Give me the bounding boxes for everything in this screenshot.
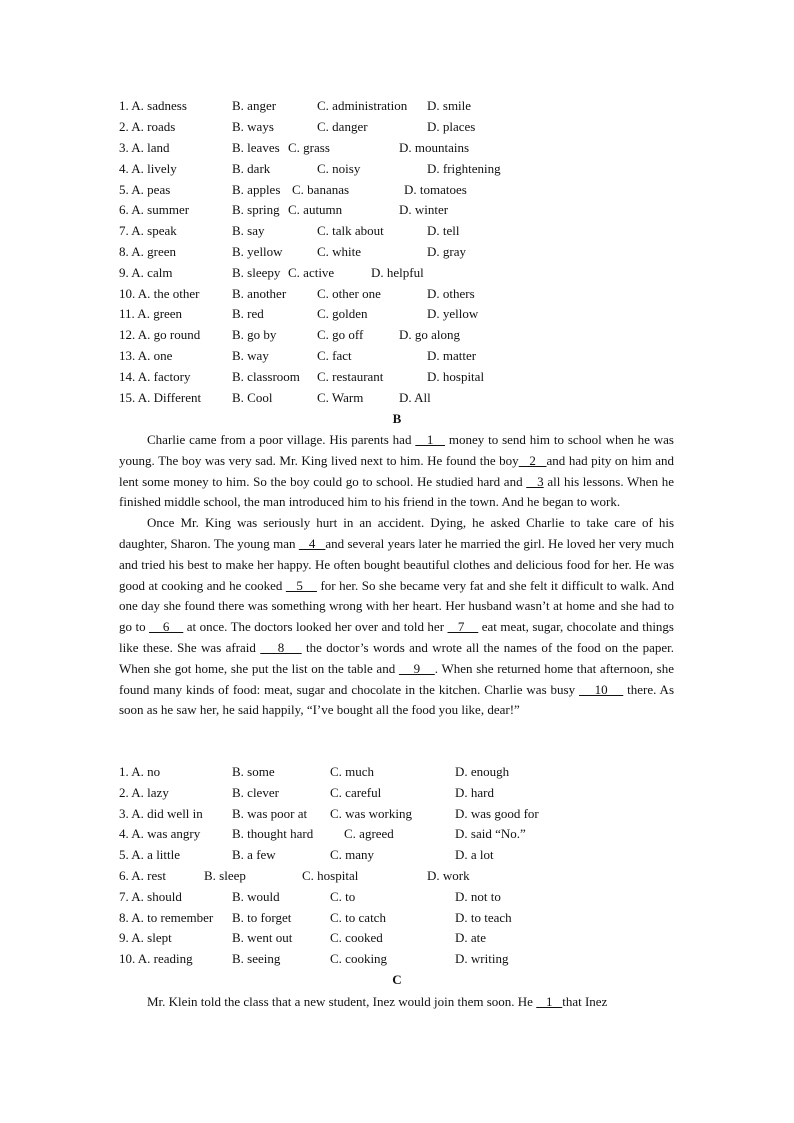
- blank-7: 7: [447, 619, 479, 635]
- option-d: D. gray: [427, 244, 466, 259]
- option-c: C. cooking: [330, 951, 388, 966]
- option-a: 9. A. calm: [119, 265, 173, 280]
- option-b: B. go by: [232, 327, 277, 342]
- option-c: C. fact: [317, 348, 352, 363]
- section-b-passage: [119, 430, 674, 721]
- option-b: B. anger: [232, 98, 277, 113]
- option-d: D. hospital: [427, 369, 485, 384]
- option-c: C. cooked: [330, 930, 383, 945]
- option-a: 15. A. Different: [119, 390, 202, 405]
- option-a: 10. A. reading: [119, 951, 193, 966]
- passage-text: Charlie came from a poor village. His parents had: [147, 432, 416, 447]
- blank-4: 4: [298, 535, 326, 551]
- option-d: D. was good for: [455, 806, 539, 821]
- option-c: C. Warm: [317, 390, 364, 405]
- passage-text: money to send him to school when he was young. The boy was very sad. Mr. King lived next to him. He found the boy: [119, 432, 674, 468]
- option-d: D. go along: [399, 327, 461, 342]
- option-a: 2. A. roads: [119, 119, 176, 134]
- option-d: D. matter: [427, 348, 477, 363]
- option-d: D. ate: [455, 930, 487, 945]
- option-d: D. work: [427, 868, 470, 883]
- option-b: B. ways: [232, 119, 274, 134]
- option-c: C. was working: [330, 806, 412, 821]
- option-d: D. yellow: [427, 306, 479, 321]
- blank-1: 1: [415, 432, 445, 447]
- section-b-heading: B: [392, 411, 402, 426]
- option-b: B. went out: [232, 930, 293, 945]
- passage-paragraph: [119, 513, 674, 721]
- option-c: C. bananas: [292, 182, 350, 197]
- option-b: B. say: [232, 223, 265, 238]
- option-d: D. said “No.”: [455, 826, 526, 841]
- option-c: C. much: [330, 764, 375, 779]
- option-c: C. hospital: [302, 868, 359, 883]
- option-c: C. agreed: [344, 826, 394, 841]
- option-b: B. sleep: [204, 868, 246, 883]
- option-b: B. another: [232, 286, 287, 301]
- option-b: B. thought hard: [232, 826, 314, 841]
- option-b: B. classroom: [232, 369, 300, 384]
- passage-text: at once. The doctors looked her over and told her: [183, 619, 448, 635]
- option-d: D. winter: [399, 202, 449, 217]
- option-b: B. seeing: [232, 951, 281, 966]
- option-a: 13. A. one: [119, 348, 173, 363]
- option-d: D. tomatoes: [404, 182, 467, 197]
- option-a: 8. A. to remember: [119, 910, 214, 925]
- blank-2: 2: [518, 452, 547, 468]
- option-c: C. autumn: [288, 202, 343, 217]
- passage-text: the doctor’s words and wrote all the names of the food on the paper. When she got home, she put the list on the table and: [119, 639, 674, 676]
- option-a: 7. A. speak: [119, 223, 177, 238]
- option-c: C. go off: [317, 327, 364, 342]
- option-a: 5. A. a little: [119, 847, 181, 862]
- option-d: D. tell: [427, 223, 460, 238]
- option-a: 4. A. was angry: [119, 826, 201, 841]
- option-a: 3. A. land: [119, 140, 170, 155]
- option-c: C. many: [330, 847, 375, 862]
- option-c: C. other one: [317, 286, 381, 301]
- option-a: 1. A. sadness: [119, 98, 187, 113]
- option-b: B. yellow: [232, 244, 283, 259]
- passage-text: . When she returned home that afternoon, she found many kinds of food: meat, sugar and chocolate in the kitchen. Charlie was busy: [119, 660, 674, 697]
- option-a: 10. A. the other: [119, 286, 200, 301]
- option-b: B. sleepy: [232, 265, 281, 280]
- option-d: D. smile: [427, 98, 472, 113]
- option-a: 14. A. factory: [119, 369, 191, 384]
- option-a: 6. A. summer: [119, 202, 190, 217]
- option-a: 1. A. no: [119, 764, 161, 779]
- option-a: 4. A. lively: [119, 161, 177, 176]
- passage-text: eat meat, sugar, chocolate and things like these. She was afraid: [119, 619, 674, 655]
- option-a: 6. A. rest: [119, 868, 166, 883]
- option-b: B. apples: [232, 182, 281, 197]
- option-a: 5. A. peas: [119, 182, 171, 197]
- blank-3: 3: [526, 473, 544, 489]
- passage-text: and several years later he married the girl. He loved her very much and tried his best to make her happy. He often bought beautiful clothes and delicious food for her. He was good at cooking and he cooked: [119, 535, 675, 593]
- option-c: C. talk about: [317, 223, 384, 238]
- blank-10: 10: [579, 681, 624, 697]
- option-c: C. golden: [317, 306, 368, 321]
- passage-text: Mr. Klein told the class that a new student, Inez would join them soon. He: [147, 994, 537, 1009]
- option-b: B. a few: [232, 847, 276, 862]
- option-b: B. dark: [232, 161, 271, 176]
- option-b: B. some: [232, 764, 275, 779]
- option-c: C. restaurant: [317, 369, 384, 384]
- section-c-passage: [119, 992, 674, 1013]
- option-c: C. active: [288, 265, 335, 280]
- blank-9: 9: [398, 660, 435, 676]
- option-c: C. noisy: [317, 161, 361, 176]
- blank-6: 6: [149, 619, 184, 635]
- option-b: B. Cool: [232, 390, 273, 405]
- option-b: B. leaves: [232, 140, 280, 155]
- passage-text: for her. So she became very fat and she felt it difficult to walk. And one day she found there was something wrong with her heart. Her husband wasn’t at home and she had to go to: [119, 577, 675, 635]
- option-c: C. careful: [330, 785, 382, 800]
- option-b: B. way: [232, 348, 269, 363]
- blank-1: 1: [536, 994, 563, 1009]
- section-c-heading: C: [392, 972, 402, 987]
- option-c: C. white: [317, 244, 362, 259]
- option-d: D. others: [427, 286, 475, 301]
- option-b: B. would: [232, 889, 280, 904]
- option-c: C. administration: [317, 98, 408, 113]
- option-b: B. was poor at: [232, 806, 308, 821]
- passage-text: Once Mr. King was seriously hurt in an accident. Dying, he asked Charlie to take care of his daughter, Sharon. The young man: [119, 515, 674, 551]
- option-a: 2. A. lazy: [119, 785, 169, 800]
- option-d: D. writing: [455, 951, 509, 966]
- passage-text: there. As soon as he saw her, he said happily, “I’ve bought all the food you like, dear!”: [119, 681, 675, 718]
- option-b: B. red: [232, 306, 264, 321]
- option-c: C. to catch: [330, 910, 386, 925]
- blank-8: 8: [260, 639, 302, 655]
- option-c: C. danger: [317, 119, 368, 134]
- option-c: C. grass: [288, 140, 330, 155]
- option-a: 7. A. should: [119, 889, 182, 904]
- option-d: D. a lot: [455, 847, 494, 862]
- option-a: 3. A. did well in: [119, 806, 203, 821]
- option-d: D. helpful: [371, 265, 424, 280]
- option-a: 11. A. green: [119, 306, 183, 321]
- option-d: D. not to: [455, 889, 501, 904]
- option-c: C. to: [330, 889, 356, 904]
- option-b: B. spring: [232, 202, 280, 217]
- option-d: D. to teach: [455, 910, 512, 925]
- option-d: D. enough: [455, 764, 510, 779]
- option-d: D. frightening: [427, 161, 501, 176]
- option-a: 8. A. green: [119, 244, 177, 259]
- option-a: 9. A. slept: [119, 930, 172, 945]
- passage-text: that Inez: [562, 994, 608, 1009]
- blank-5: 5: [285, 577, 317, 593]
- passage-paragraph: [119, 430, 674, 513]
- option-d: D. mountains: [399, 140, 470, 155]
- passage-text: and had pity on him and lent some money to him. So the boy could go to school. He studied hard and: [119, 452, 675, 489]
- option-b: B. clever: [232, 785, 279, 800]
- option-d: D. places: [427, 119, 476, 134]
- option-d: D. All: [399, 390, 431, 405]
- option-b: B. to forget: [232, 910, 292, 925]
- passage-text: all his lessons. When he finished middle school, the man introduced him to his friend in the town. And he began to work.: [119, 473, 674, 510]
- option-a: 12. A. go round: [119, 327, 201, 342]
- option-d: D. hard: [455, 785, 494, 800]
- passage-paragraph: [119, 992, 674, 1013]
